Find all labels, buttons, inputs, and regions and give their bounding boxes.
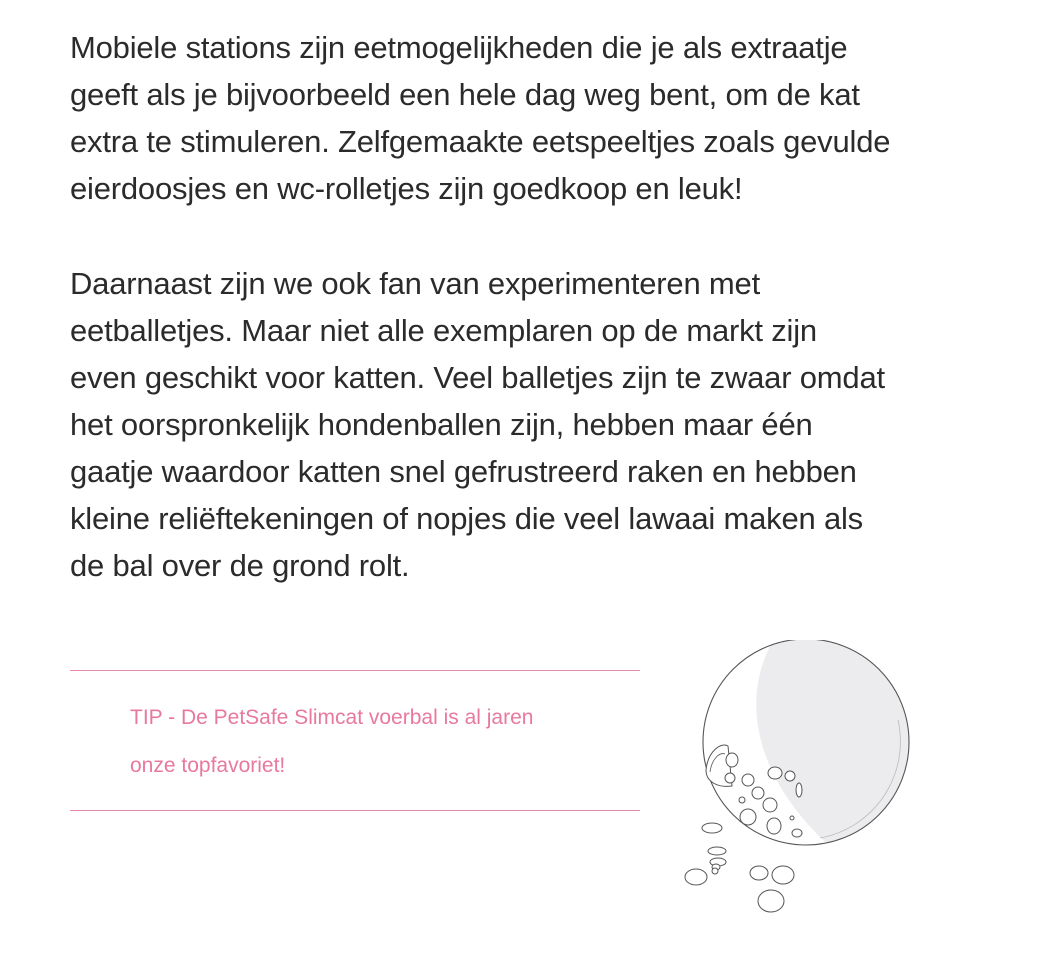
paragraph-line: even geschikt voor katten. Veel balletjes zijn te zwaar omdat (70, 360, 885, 395)
tip-divider-bottom (70, 810, 640, 811)
tip-callout (130, 694, 630, 790)
paragraph-line: Mobiele stations zijn eetmogelijkheden die je als extraatje (70, 30, 848, 65)
paragraph-line: kleine reliëftekeningen of nopjes die veel lawaai maken als (70, 501, 863, 536)
paragraph-line: eierdoosjes en wc-rolletjes zijn goedkoop en leuk! (70, 171, 743, 206)
paragraph-line: gaatje waardoor katten snel gefrustreerd raken en hebben (70, 454, 857, 489)
tip-line: TIP - De PetSafe Slimcat voerbal is al jaren (130, 706, 534, 729)
paragraph-line: Daarnaast zijn we ook fan van experimenteren met (70, 266, 760, 301)
intro-paragraph (70, 24, 970, 212)
treat-ball-paragraph (70, 260, 970, 589)
tip-divider-top (70, 670, 640, 671)
paragraph-line: geeft als je bijvoorbeeld een hele dag weg bent, om de kat (70, 77, 860, 112)
tip-line: onze topfavoriet! (130, 754, 286, 777)
paragraph-line: extra te stimuleren. Zelfgemaakte eetspeeltjes zoals gevulde (70, 124, 891, 159)
paragraph-line: eetballetjes. Maar niet alle exemplaren op de markt zijn (70, 313, 817, 348)
paragraph-line: de bal over de grond rolt. (70, 548, 410, 583)
paragraph-line: het oorspronkelijk hondenballen zijn, hebben maar één (70, 407, 813, 442)
treat-ball-icon (670, 640, 930, 930)
